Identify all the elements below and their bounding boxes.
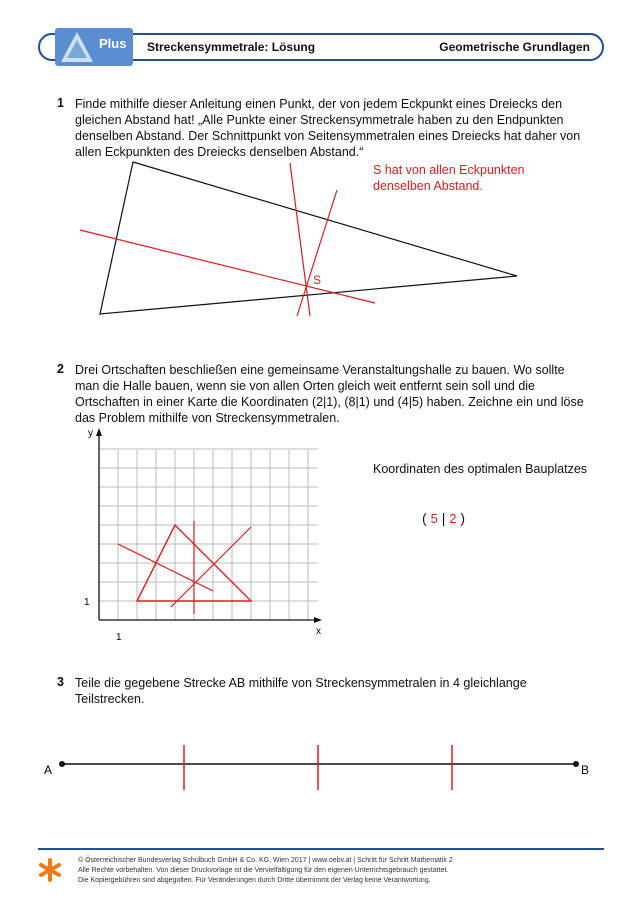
point-s-label: S [313,273,322,287]
publisher-logo [41,860,59,880]
x-axis-label: x [316,626,321,637]
x-axis-arrow [314,617,322,623]
coordinates-result: ( 5 | 2 ) [422,510,466,526]
task1-number: 1 [57,96,64,110]
point-a [59,761,65,767]
y-axis-arrow [96,428,102,436]
triangle [100,162,517,314]
task3-text: Teile die gegebene Strecke AB mithilfe von Streckensymmetralen in 4 gleichlange Teilstrecken. [75,676,527,706]
perpendicular-bisector-3 [297,190,337,316]
x-tick-label: 1 [116,632,122,643]
y-tick-label: 1 [84,597,90,608]
point-b-label: B [581,763,590,777]
grid-bisector-3 [171,527,251,607]
task1-answer: S hat von allen Eckpunkten denselben Abstand. [373,163,525,193]
perpendicular-bisector-1 [80,230,375,303]
footer-copyright: © Österreichischer Bundesverlag Schulbuch GmbH & Co. KG, Wien 2017 | www.oebv.at | Schritt für Schritt Mathematik 2 Alle Rechte vorbehalten. Von dieser Druckvorlage ist die Vervielfältigung für den eigenen Unterrichtsgebrauch gestattet. Die Kopiergebühren sind abgegolten. Für Veränderungen durch Dritte übernimmt der Verlag keine Verantwortung. [78,857,453,884]
footer-divider [38,848,604,850]
svg-text:Plus: Plus [99,36,127,51]
grid-bisector-2 [118,544,213,591]
result-x: 5 [430,511,438,526]
point-a-label: A [44,763,53,777]
result-y: 2 [449,511,457,526]
y-axis-label: y [88,428,93,439]
perpendicular-bisector-2 [290,163,310,316]
task2-text: Drei Ortschaften beschließen eine gemeinsame Veranstaltungshalle zu bauen. Wo sollte man die Halle bauen, wenn sie von allen Orten gleich weit entfernt sein soll und die Ortschaften in einer Karte die Koordinaten (2|1), (8|1) und (4|5) haben. Zeichne ein und löse das Problem mithilfe von Streckensymmetralen. [75,363,584,425]
coordinates-label: Koordinaten des optimalen Bauplatzes [373,462,588,476]
worksheet-title: Streckensymmetrale: Lösung [147,40,316,54]
task2-number: 2 [57,362,64,376]
point-b [573,761,579,767]
worksheet-topic: Geometrische Grundlagen [439,40,590,54]
task3-number: 3 [57,675,64,689]
task1-text: Finde mithilfe dieser Anleitung einen Punkt, der von jedem Eckpunkt eines Dreiecks den gleichen Abstand hat! „Alle Punkte einer Streckensymmetrale haben zu den Endpunkten denselben Abstand. Der Schnittpunkt von Seitensymmetralen eines Dreiecks hat daher von allen Eckpunkten des Dreiecks denselben Abstand.“ [75,97,581,159]
coordinate-grid [99,449,318,620]
